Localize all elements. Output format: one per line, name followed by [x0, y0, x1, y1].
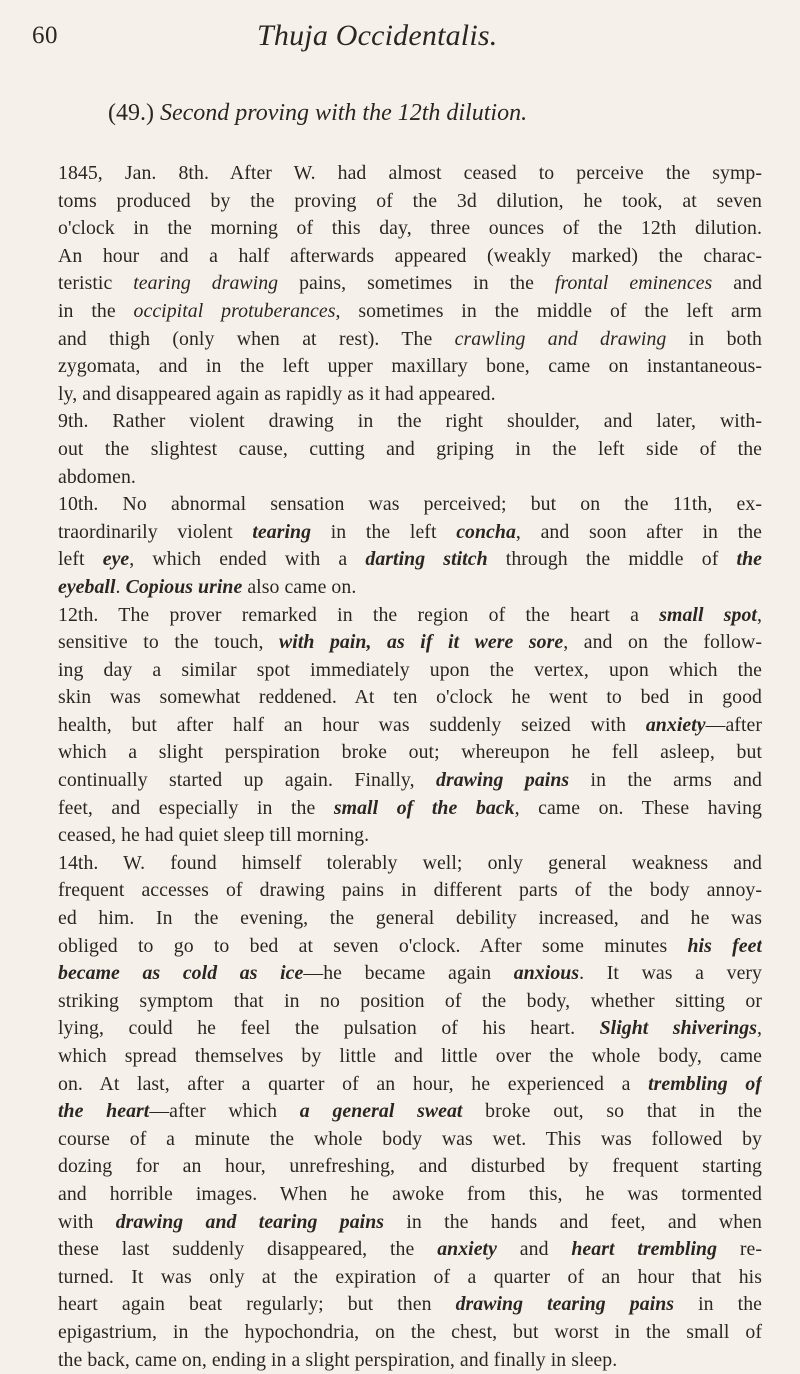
text-line	[58, 1071, 762, 1099]
text-line	[58, 1236, 762, 1264]
emphasis-run: Slight shiverings	[599, 1017, 757, 1040]
text-run: sensitive to the touch,	[58, 631, 280, 654]
text-line	[58, 1126, 762, 1154]
text-run: which spread themselves by little and little over the whole body, came	[58, 1045, 762, 1067]
running-title: Thuja Occidentalis.	[257, 19, 498, 52]
text-run: —after which	[149, 1100, 300, 1123]
text-line	[58, 1181, 762, 1209]
emphasis-run: a general sweat	[299, 1100, 463, 1123]
text-run: pains, sometimes in the	[278, 272, 555, 295]
text-run: lying, could he feel the pulsation of his heart.	[58, 1017, 600, 1040]
text-line	[58, 1264, 762, 1292]
text-run: frequent accesses of drawing pains in different parts of the body annoy-	[58, 879, 762, 902]
text-run: ,	[756, 1017, 762, 1040]
text-line	[58, 767, 762, 795]
text-run: course of a minute the whole body was wet. This was followed by	[58, 1127, 762, 1150]
emphasis-run: eyeball	[58, 575, 116, 598]
text-run: in the	[58, 299, 134, 322]
text-line	[58, 1015, 762, 1043]
text-line	[58, 1098, 762, 1126]
text-line	[58, 657, 762, 685]
text-run: .	[115, 575, 126, 598]
text-line	[58, 850, 762, 878]
text-line	[58, 326, 762, 354]
section-title-text: Second proving with the 12th dilution.	[159, 100, 528, 126]
text-run: 1845, Jan. 8th. After W. had almost ceased to perceive the symp-	[58, 162, 762, 184]
text-run: abdomen.	[58, 465, 136, 488]
emphasis-run: the heart	[58, 1100, 150, 1123]
page-number: 60	[32, 22, 58, 49]
text-run: zygomata, and in the left upper maxillary bone, came on instantaneous-	[58, 355, 762, 378]
text-run: striking symptom that in no position of the body, whether sitting or	[58, 989, 762, 1012]
text-run: traordinarily violent	[58, 520, 253, 543]
section-heading	[108, 98, 527, 128]
text-run: with	[58, 1210, 116, 1233]
text-run: —after	[705, 713, 762, 736]
text-run: . It was a very	[579, 962, 762, 985]
italic-run: occipital protuberances	[133, 299, 336, 322]
text-line	[58, 546, 762, 574]
text-line	[58, 988, 762, 1016]
italic-run: frontal eminences	[554, 272, 713, 295]
emphasis-run: trembling of	[648, 1072, 762, 1095]
text-run: in the arms and	[569, 769, 762, 792]
italic-run: crawling and drawing	[454, 327, 667, 350]
text-line	[58, 464, 762, 492]
text-run: epigastrium, in the hypochondria, on the chest, but worst in the small of	[58, 1320, 762, 1343]
emphasis-run: heart trembling	[571, 1238, 718, 1261]
emphasis-run: darting stitch	[365, 548, 488, 571]
text-line	[58, 519, 762, 547]
text-line	[58, 960, 762, 988]
text-run: 14th. W. found himself tolerably well; only general weakness and	[58, 851, 762, 874]
text-run: turned. It was only at the expiration of a quarter of an hour that his	[58, 1265, 762, 1288]
emphasis-run: drawing tearing pains	[455, 1293, 675, 1316]
text-line	[58, 243, 762, 271]
emphasis-run: became as cold as ice	[58, 962, 304, 985]
italic-run: tearing drawing	[133, 272, 279, 295]
text-run: toms produced by the proving of the 3d dilution, he took, at seven	[58, 189, 762, 212]
text-run: ing day a similar spot immediately upon the vertex, upon which the	[58, 658, 762, 681]
text-run: which a slight perspiration broke out; whereupon he fell asleep, but	[58, 741, 762, 764]
text-line	[58, 215, 762, 243]
text-run: —he became again	[303, 962, 514, 985]
text-line	[58, 381, 762, 409]
text-run: and thigh (only when at rest). The	[58, 327, 455, 350]
text-run: left	[58, 548, 103, 571]
emphasis-run: his feet	[687, 934, 762, 957]
text-line	[58, 629, 762, 657]
text-run: health, but after half an hour was suddenly seized with	[58, 713, 646, 736]
emphasis-run: anxiety	[437, 1238, 497, 1261]
text-run: 12th. The prover remarked in the region of the heart a	[58, 603, 660, 626]
body-text	[58, 160, 762, 1374]
emphasis-run: with pain, as if it were sore	[279, 631, 564, 654]
section-number: (49.)	[108, 100, 154, 126]
text-line	[58, 905, 762, 933]
text-line	[58, 408, 762, 436]
emphasis-run: eye	[102, 548, 130, 571]
emphasis-run: anxious	[513, 962, 580, 985]
text-line	[58, 436, 762, 464]
text-line	[58, 491, 762, 519]
text-run: dozing for an hour, unrefreshing, and disturbed by frequent starting	[58, 1155, 762, 1178]
emphasis-run: concha	[456, 520, 516, 543]
text-line	[58, 822, 762, 850]
text-line	[58, 353, 762, 381]
text-run: 10th. No abnormal sensation was perceived; but on the 11th, ex-	[58, 493, 762, 516]
text-run: , sometimes in the middle of the left arm	[335, 299, 762, 322]
text-run: feet, and especially in the	[58, 796, 334, 819]
text-line	[58, 933, 762, 961]
text-run: the back, came on, ending in a slight perspiration, and finally in sleep.	[58, 1348, 618, 1371]
text-run: ,	[756, 603, 762, 626]
text-run: and	[496, 1238, 572, 1261]
text-line	[58, 1319, 762, 1347]
text-line	[58, 1347, 762, 1374]
text-line	[58, 298, 762, 326]
text-run: re-	[717, 1238, 762, 1261]
text-run: and horrible images. When he awoke from this, he was tormented	[58, 1182, 762, 1205]
text-run: , and on the follow-	[563, 631, 762, 654]
text-run: broke out, so that in the	[462, 1100, 762, 1123]
text-line	[58, 684, 762, 712]
page-header	[32, 18, 768, 58]
text-run: ed him. In the evening, the general debility increased, and he was	[58, 907, 762, 930]
text-run: , which ended with a	[129, 548, 366, 571]
text-run: ly, and disappeared again as rapidly as it had appeared.	[58, 382, 496, 405]
text-run: skin was somewhat reddened. At ten o'clock he went to bed in good	[58, 686, 762, 709]
text-line	[58, 739, 762, 767]
text-line	[58, 270, 762, 298]
emphasis-run: tearing	[252, 520, 312, 543]
emphasis-run: Copious urine	[125, 575, 243, 598]
text-run: and	[712, 272, 762, 295]
text-line	[58, 1043, 762, 1071]
text-line	[58, 1209, 762, 1237]
text-run: obliged to go to bed at seven o'clock. After some minutes	[58, 934, 688, 957]
text-run: on. At last, after a quarter of an hour, he experienced a	[58, 1072, 649, 1095]
text-run: heart again beat regularly; but then	[58, 1293, 456, 1316]
text-line	[58, 712, 762, 740]
emphasis-run: small of the back	[333, 796, 515, 819]
text-run: also came on.	[242, 575, 357, 598]
text-line	[58, 160, 762, 188]
text-run: An hour and a half afterwards appeared (weakly marked) the charac-	[58, 244, 762, 267]
text-run: ceased, he had quiet sleep till morning.	[58, 824, 370, 847]
text-run: in the hands and feet, and when	[384, 1210, 762, 1233]
text-run: teristic	[58, 272, 134, 295]
text-run: in both	[666, 327, 762, 350]
emphasis-run: anxiety	[645, 713, 706, 736]
text-run: o'clock in the morning of this day, three ounces of the 12th dilution.	[58, 217, 762, 240]
text-line	[58, 1153, 762, 1181]
text-line	[58, 795, 762, 823]
emphasis-run: drawing and tearing pains	[115, 1210, 385, 1233]
text-run: out the slightest cause, cutting and griping in the left side of the	[58, 437, 762, 460]
text-run: these last suddenly disappeared, the	[58, 1238, 438, 1261]
text-run: continually started up again. Finally,	[58, 769, 436, 792]
emphasis-run: drawing pains	[436, 769, 570, 792]
text-line	[58, 877, 762, 905]
text-line	[58, 574, 762, 602]
text-line	[58, 188, 762, 216]
text-run: 9th. Rather violent drawing in the right shoulder, and later, with-	[58, 410, 762, 433]
emphasis-run: the	[736, 548, 762, 571]
text-line	[58, 602, 762, 630]
text-run: in the left	[311, 520, 457, 543]
emphasis-run: small spot	[659, 603, 757, 626]
text-run: , and soon after in the	[515, 520, 762, 543]
text-run: through the middle of	[487, 548, 737, 571]
text-run: in the	[674, 1293, 762, 1316]
text-run: , came on. These having	[514, 796, 762, 819]
